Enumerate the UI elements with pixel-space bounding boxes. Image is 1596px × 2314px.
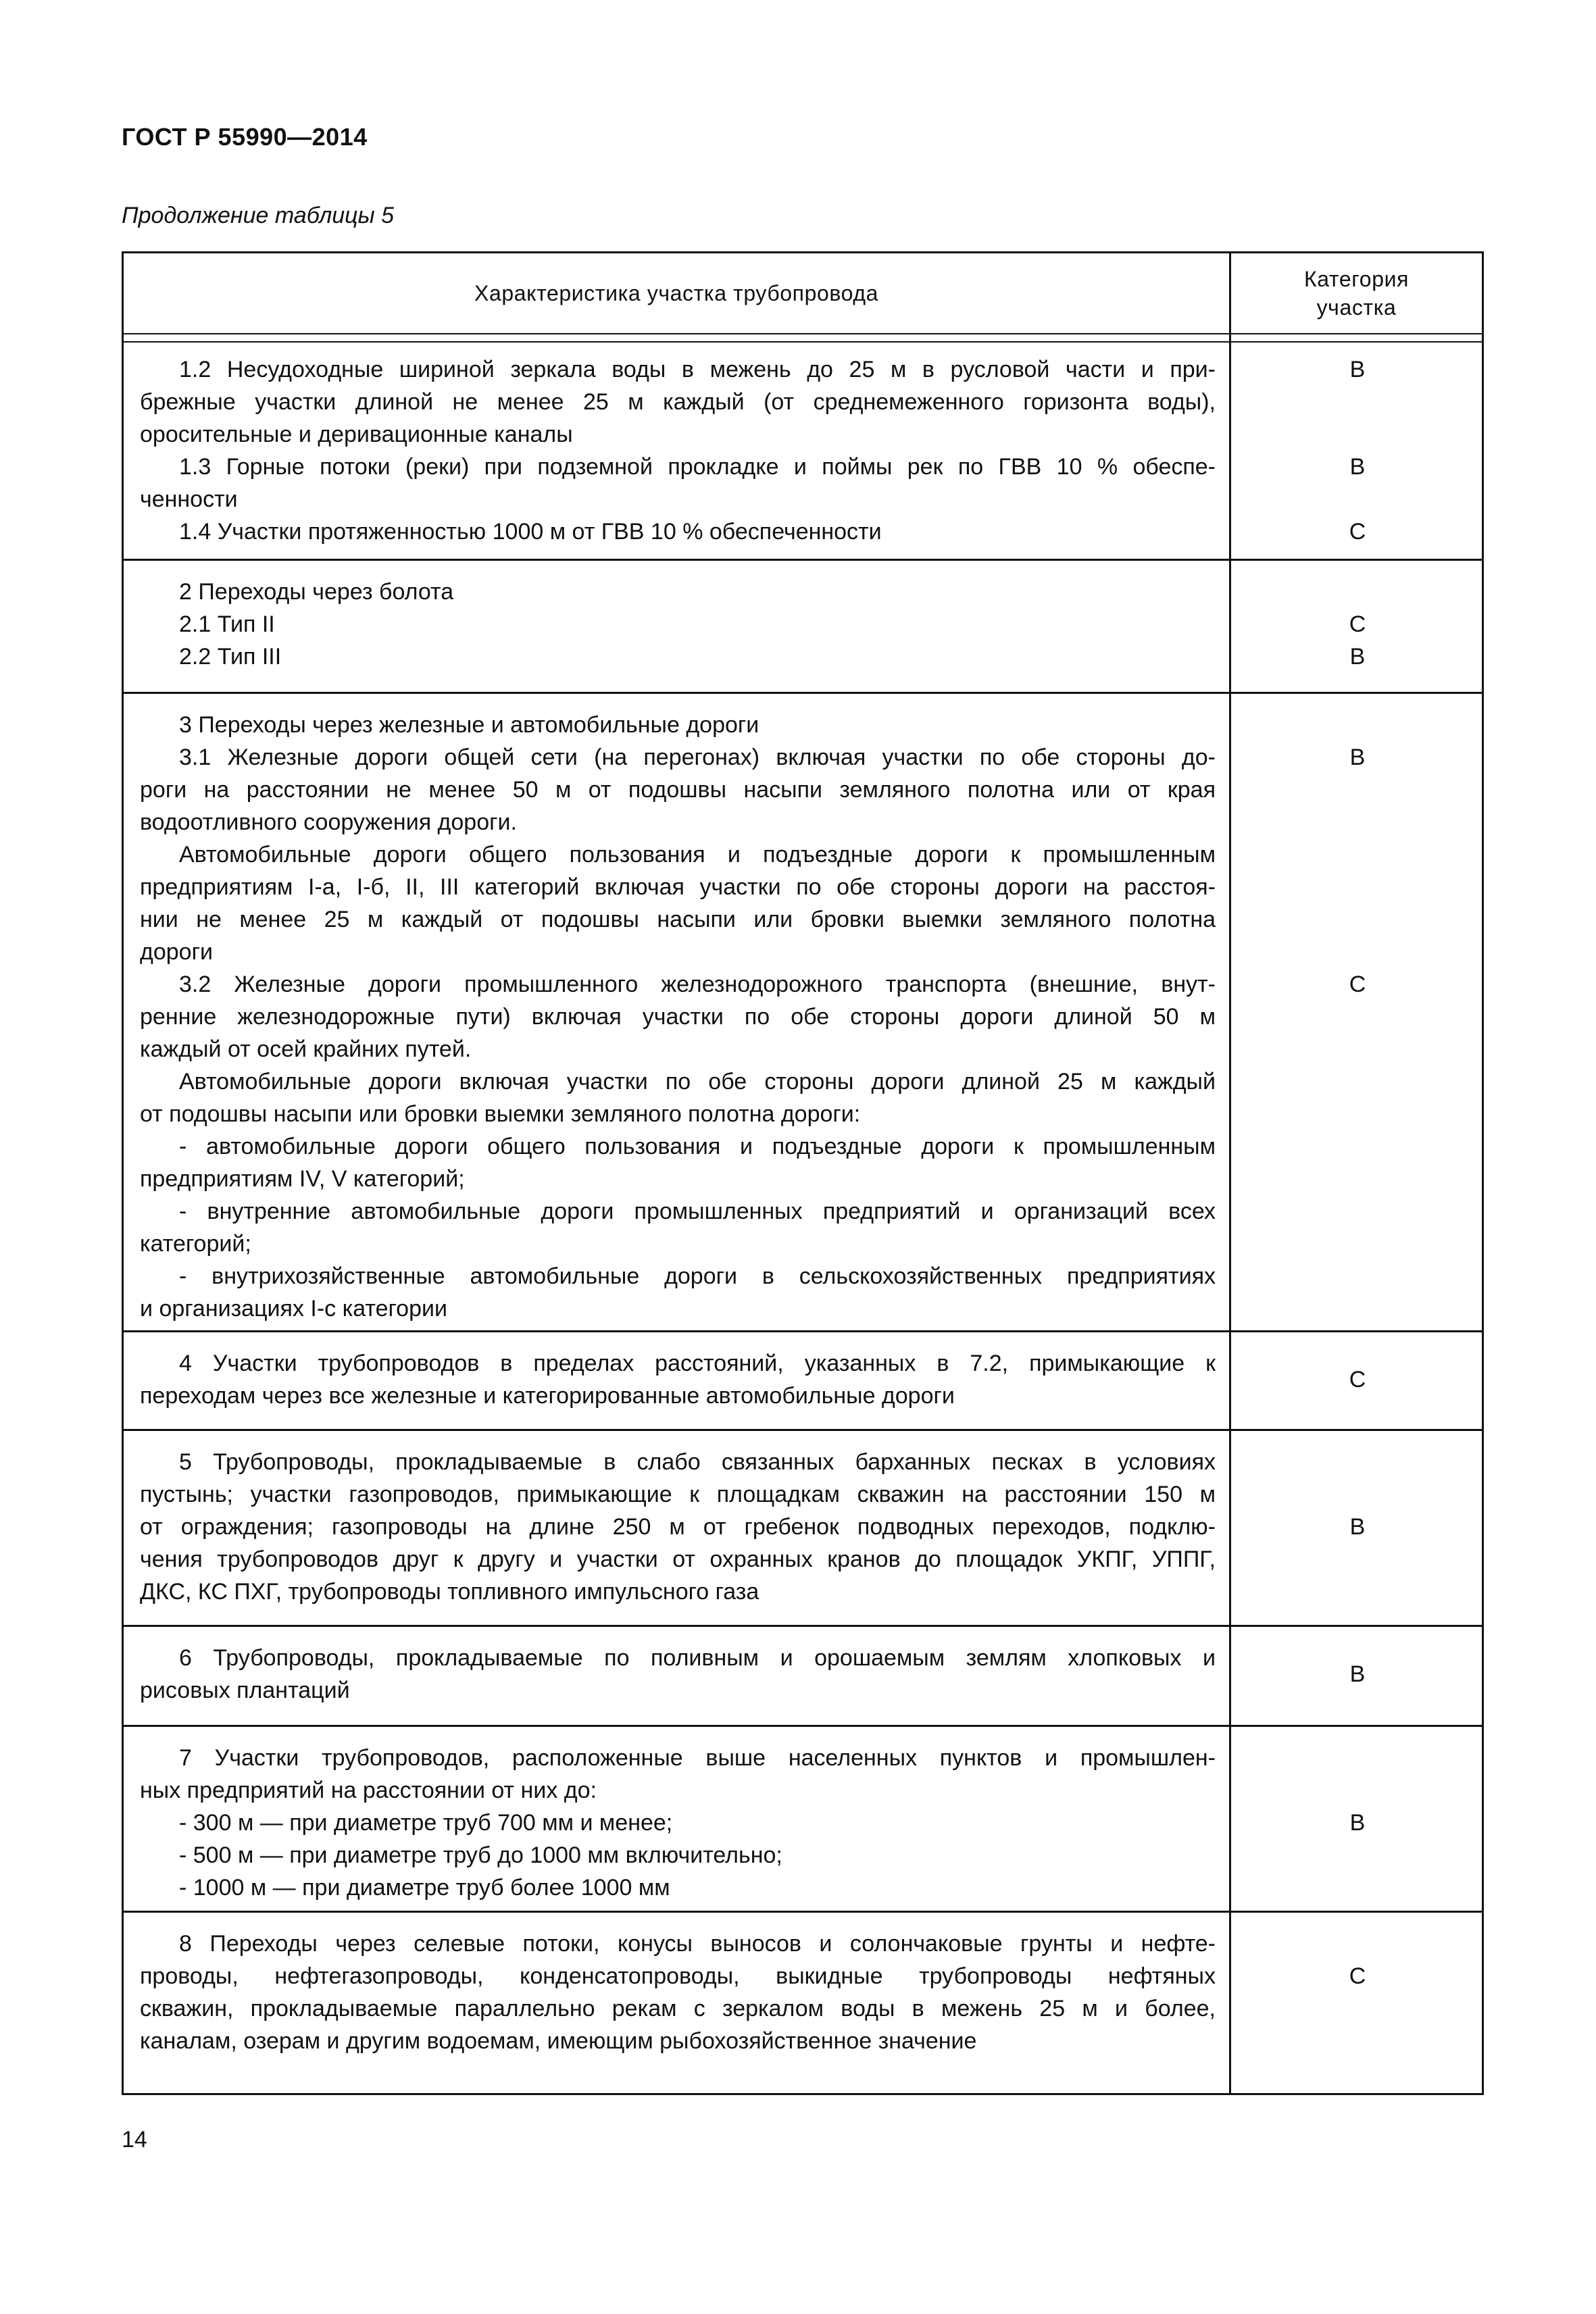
row-text-line: брежные участки длиной не менее 25 м каждый (от среднемеженного горизонта воды),: [140, 389, 1216, 415]
row-text-line: 2.2 Тип III: [179, 644, 282, 670]
table-row: [124, 1330, 1482, 1429]
data-table: [122, 251, 1484, 2095]
row-text-line: - внутренние автомобильные дороги промышленных предприятий и организаций всех: [179, 1199, 1216, 1224]
row-text-line: от подошвы насыпи или бровки выемки земляного полотна дороги:: [140, 1101, 861, 1127]
category-value: С: [1349, 611, 1366, 637]
row-text-line: 6 Трубопроводы, прокладываемые по поливным и орошаемым землям хлопковых и: [179, 1645, 1216, 1671]
row-text-line: - 300 м — при диаметре труб 700 мм и менее;: [179, 1810, 673, 1836]
row-text-line: Автомобильные дороги общего пользования и подъездные дороги к промышленным: [179, 842, 1216, 867]
row-text-line: дороги: [140, 939, 213, 965]
row-text-line: роги на расстоянии не менее 50 м от подошвы насыпи земляного полотна или от края: [140, 777, 1216, 803]
row-text-line: предприятиям IV, V категорий;: [140, 1166, 465, 1192]
row-text-line: рисовых плантаций: [140, 1678, 350, 1703]
row-text-line: скважин, прокладываемые параллельно рекам с зеркалом воды в межень 25 м и более,: [140, 1996, 1216, 2021]
category-value: В: [1349, 1810, 1366, 1836]
category-value: С: [1349, 1367, 1366, 1392]
column-header-category: [1231, 253, 1482, 333]
row-text-line: - 1000 м — при диаметре труб более 1000 мм: [179, 1875, 670, 1901]
category-value: С: [1349, 519, 1366, 545]
category-value: В: [1349, 454, 1366, 480]
row-text-line: ДКС, КС ПХГ, трубопроводы топливного импульсного газа: [140, 1579, 759, 1605]
row-text-line: 8 Переходы через селевые потоки, конусы выносов и солончаковые грунты и нефте-: [179, 1931, 1216, 1957]
row-text-line: 7 Участки трубопроводов, расположенные выше населенных пунктов и промышлен-: [179, 1745, 1216, 1771]
row-text-line: водоотливного сооружения дороги.: [140, 809, 517, 835]
row-text-line: 1.4 Участки протяженностью 1000 м от ГВВ 10 % обеспеченности: [179, 519, 882, 545]
row-text-line: проводы, нефтегазопроводы, конденсатопроводы, выкидные трубопроводы нефтяных: [140, 1963, 1216, 1989]
row-text-line: от ограждения; газопроводы на длине 250 м от гребенок подводных переходов, подклю-: [140, 1514, 1216, 1540]
row-text-line: 3 Переходы через железные и автомобильные дороги: [179, 712, 759, 738]
row-text-line: 3.2 Железные дороги промышленного железнодорожного транспорта (внешние, внут-: [179, 972, 1216, 997]
table-row: [124, 559, 1482, 692]
category-value: С: [1349, 972, 1366, 997]
row-text-line: переходам через все железные и категорированные автомобильные дороги: [140, 1383, 955, 1409]
table-row: [124, 1911, 1482, 2093]
category-value: В: [1349, 357, 1366, 382]
category-value: В: [1349, 1514, 1366, 1540]
row-text-line: 1.3 Горные потоки (реки) при подземной прокладке и поймы рек по ГВВ 10 % обеспе-: [179, 454, 1216, 480]
table-row: [124, 343, 1482, 545]
table-row: [124, 692, 1482, 1330]
row-text-line: и организациях I-с категории: [140, 1296, 447, 1322]
table-row: [124, 1625, 1482, 1725]
column-header-description: Характеристика участка трубопровода: [474, 280, 878, 305]
category-value: В: [1349, 745, 1366, 770]
row-text-line: 4 Участки трубопроводов в пределах расстояний, указанных в 7.2, примыкающие к: [179, 1351, 1216, 1376]
row-text-line: - автомобильные дороги общего пользования и подъездные дороги к промышленным: [179, 1134, 1216, 1159]
row-text-line: - внутрихозяйственные автомобильные дороги в сельскохозяйственных предприятиях: [179, 1263, 1216, 1289]
row-text-line: каналам, озерам и другим водоемам, имеющим рыбохозяйственное значение: [140, 2028, 977, 2054]
header-double-rule: [124, 333, 1482, 343]
row-text-line: - 500 м — при диаметре труб до 1000 мм включительно;: [179, 1842, 782, 1868]
row-text-line: чения трубопроводов друг к другу и участки от охранных кранов до площадок УКПГ, УППГ,: [140, 1546, 1216, 1572]
table-caption: Продолжение таблицы 5: [122, 203, 394, 228]
category-value: В: [1349, 1661, 1366, 1687]
column-header-category-line-1: Категория: [1304, 267, 1409, 291]
page-number: 14: [122, 2127, 147, 2153]
row-text-line: ных предприятий на расстоянии от них до:: [140, 1778, 597, 1803]
standard-code: ГОСТ Р 55990—2014: [122, 123, 368, 151]
row-text-line: 2.1 Тип II: [179, 611, 275, 637]
row-text-line: 5 Трубопроводы, прокладываемые в слабо связанных барханных песках в условиях: [179, 1449, 1216, 1475]
row-text-line: предприятиям I-а, I-б, II, III категорий включая участки по обе стороны дороги на расстоя-: [140, 874, 1216, 900]
row-text-line: 2 Переходы через болота: [179, 579, 454, 605]
row-text-line: оросительные и деривационные каналы: [140, 422, 573, 447]
row-text-line: каждый от осей крайних путей.: [140, 1036, 472, 1062]
column-header-category-line-2: участка: [1316, 295, 1397, 320]
row-text-line: 1.2 Несудоходные шириной зеркала воды в межень до 25 м в русловой части и при-: [179, 357, 1216, 382]
table-row: [124, 1429, 1482, 1625]
row-text-line: пустынь; участки газопроводов, примыкающие к площадкам скважин на расстоянии 150 м: [140, 1482, 1216, 1507]
row-text-line: Автомобильные дороги включая участки по обе стороны дороги длиной 25 м каждый: [179, 1069, 1216, 1095]
category-value: В: [1349, 644, 1366, 670]
row-text-line: категорий;: [140, 1231, 251, 1257]
table-header: [124, 253, 1482, 333]
row-text-line: 3.1 Железные дороги общей сети (на перегонах) включая участки по обе стороны до-: [179, 745, 1216, 770]
table-row: [124, 1725, 1482, 1911]
row-text-line: ренние железнодорожные пути) включая участки по обе стороны дороги длиной 50 м: [140, 1004, 1216, 1030]
row-text-line: ченности: [140, 486, 238, 512]
category-value: С: [1349, 1963, 1366, 1989]
row-text-line: нии не менее 25 м каждый от подошвы насыпи или бровки выемки земляного полотна: [140, 907, 1216, 932]
